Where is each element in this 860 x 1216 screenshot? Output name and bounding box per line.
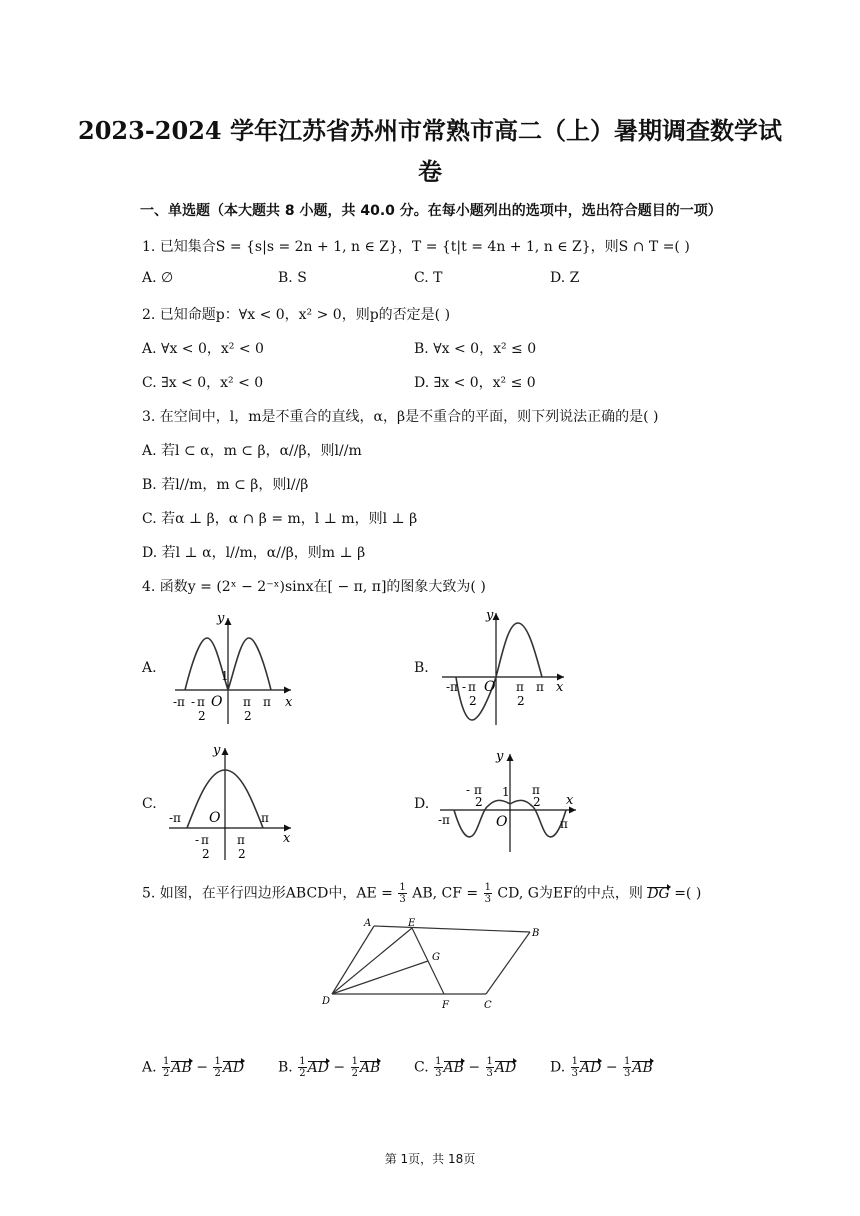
tick-pi: π (560, 817, 568, 831)
question-4-stem: 4. 函数y = (2ˣ − 2⁻ˣ)sinx在[ − π, π]的图象大致为( ) (142, 579, 486, 595)
tick-two: 2 (475, 795, 483, 809)
q5-stem-mid1: AB, CF = (412, 885, 479, 902)
axis-y-label: y (213, 743, 221, 758)
q4-option-a: A. (142, 660, 157, 676)
q1-option-b: B. S (278, 270, 307, 286)
q5-option-a: A. $\frac{1}{2}$ AB − $\frac{1}{2}$ AD (142, 1056, 245, 1079)
tick-pi-num-pos: π (532, 783, 540, 797)
fraction-one-third: $\frac{1}{3}$ (484, 882, 491, 905)
tick-pi-num: π (474, 783, 482, 797)
q5-stem-prefix: 5. 如图，在平行四边形ABCD中，AE = (142, 885, 393, 902)
axis-y-label: y (486, 608, 494, 623)
q3-option-a: A. 若l ⊂ α，m ⊂ β，α//β，则l//m (142, 443, 362, 459)
section-heading: 一、单选题（本大题共 8 小题，共 40.0 分。在每小题列出的选项中，选出符合题目的一项） (140, 203, 722, 219)
tick-two: 2 (202, 847, 210, 861)
tick-minus: - (191, 695, 196, 709)
fraction-one-third: $\frac{1}{3}$ (399, 882, 406, 905)
question-3-stem: 3. 在空间中，l，m是不重合的直线，α，β是不重合的平面，则下列说法正确的是( ) (142, 409, 659, 425)
q2-option-c: C. ∃x < 0，x² < 0 (142, 375, 264, 391)
q3-option-b: B. 若l//m，m ⊂ β，则l//β (142, 477, 309, 493)
origin-label: O (211, 694, 223, 710)
q5-option-c: C. $\frac{1}{3}$ AB − $\frac{1}{3}$ AD (414, 1056, 517, 1079)
tick-neg-pi: -π (446, 680, 458, 694)
tick-one: 1 (502, 785, 510, 799)
q4-option-c: C. (142, 796, 157, 812)
tick-minus: - (195, 833, 200, 847)
q3-option-c: C. 若α ⊥ β，α ∩ β = m，l ⊥ m，则l ⊥ β (142, 511, 418, 527)
origin-label: O (484, 679, 496, 695)
point-c-label: C (484, 1000, 492, 1011)
tick-pi: π (263, 695, 271, 709)
point-e-label: E (408, 918, 416, 929)
tick-minus: - (462, 680, 467, 694)
document-title-line2: 卷 (418, 157, 442, 186)
question-2-stem: 2. 已知命题p：∀x < 0，x² > 0，则p的否定是( ) (142, 307, 451, 323)
axis-y-label: y (217, 611, 225, 626)
q3-option-d: D. 若l ⊥ α，l//m，α//β，则m ⊥ β (142, 545, 366, 561)
tick-two-pos: 2 (244, 709, 252, 723)
tick-pi-num-pos: π (237, 833, 245, 847)
q2-option-d: D. ∃x < 0，x² ≤ 0 (414, 375, 536, 391)
q1-option-d: D. Z (550, 270, 580, 286)
point-d-label: D (322, 996, 331, 1007)
axis-x-label: x (283, 831, 291, 846)
point-g-label: G (432, 952, 440, 963)
tick-minus: - (466, 783, 471, 797)
tick-pi-num: π (197, 695, 205, 709)
tick-neg-pi: -π (438, 813, 450, 827)
point-f-label: F (442, 1000, 449, 1011)
origin-label: O (496, 814, 508, 830)
axis-x-label: x (556, 680, 564, 695)
q4-option-d: D. (414, 796, 430, 812)
q4-graph-a (165, 608, 305, 726)
tick-pi-num-pos: π (243, 695, 251, 709)
q4-graph-d (436, 748, 586, 856)
q5-stem-suffix: =( ) (674, 885, 702, 902)
q5-option-b: B. $\frac{1}{2}$ AD − $\frac{1}{2}$ AB (278, 1056, 381, 1079)
tick-pi-num-pos: π (516, 680, 524, 694)
q5-option-d: D. $\frac{1}{3}$ AD − $\frac{1}{3}$ AB (550, 1056, 653, 1079)
point-a-label: A (364, 918, 372, 929)
tick-two-pos: 2 (533, 795, 541, 809)
tick-neg-pi: -π (173, 695, 185, 709)
axis-x-label: x (285, 695, 293, 710)
tick-pi: π (536, 680, 544, 694)
page-footer: 第 1页，共 18页 (384, 1152, 476, 1166)
question-1-stem: 1. 已知集合S = {s|s = 2n + 1, n ∈ Z}，T = {t|t = 4n + 1, n ∈ Z}，则S ∩ T =( ) (142, 239, 690, 255)
document-title-line1: 2023-2024 学年江苏省苏州市常熟市高二（上）暑期调查数学试 (78, 116, 782, 145)
q2-option-b: B. ∀x < 0，x² ≤ 0 (414, 341, 537, 357)
tick-two-pos: 2 (517, 694, 525, 708)
q4-graph-b (438, 605, 578, 730)
origin-label: O (209, 810, 221, 826)
tick-one: 1 (221, 669, 229, 683)
parallelogram-diagram (318, 916, 548, 1016)
tick-pi-num: π (201, 833, 209, 847)
q2-option-a: A. ∀x < 0，x² < 0 (142, 341, 264, 357)
point-b-label: B (532, 928, 540, 939)
q4-graph-c (165, 742, 305, 862)
q1-option-a: A. ∅ (142, 270, 174, 286)
tick-two: 2 (198, 709, 206, 723)
question-5-stem (142, 882, 701, 905)
tick-pi: π (261, 811, 269, 825)
q5-stem-mid2: CD, G为EF的中点，则 (497, 885, 643, 902)
vector-dg: DG (647, 885, 670, 902)
tick-pi-num: π (468, 680, 476, 694)
axis-x-label: x (566, 793, 574, 808)
tick-two-pos: 2 (238, 847, 246, 861)
axis-y-label: y (496, 749, 504, 764)
q1-option-c: C. T (414, 270, 443, 286)
tick-neg-pi: -π (169, 811, 181, 825)
q4-option-b: B. (414, 660, 429, 676)
tick-two: 2 (469, 694, 477, 708)
